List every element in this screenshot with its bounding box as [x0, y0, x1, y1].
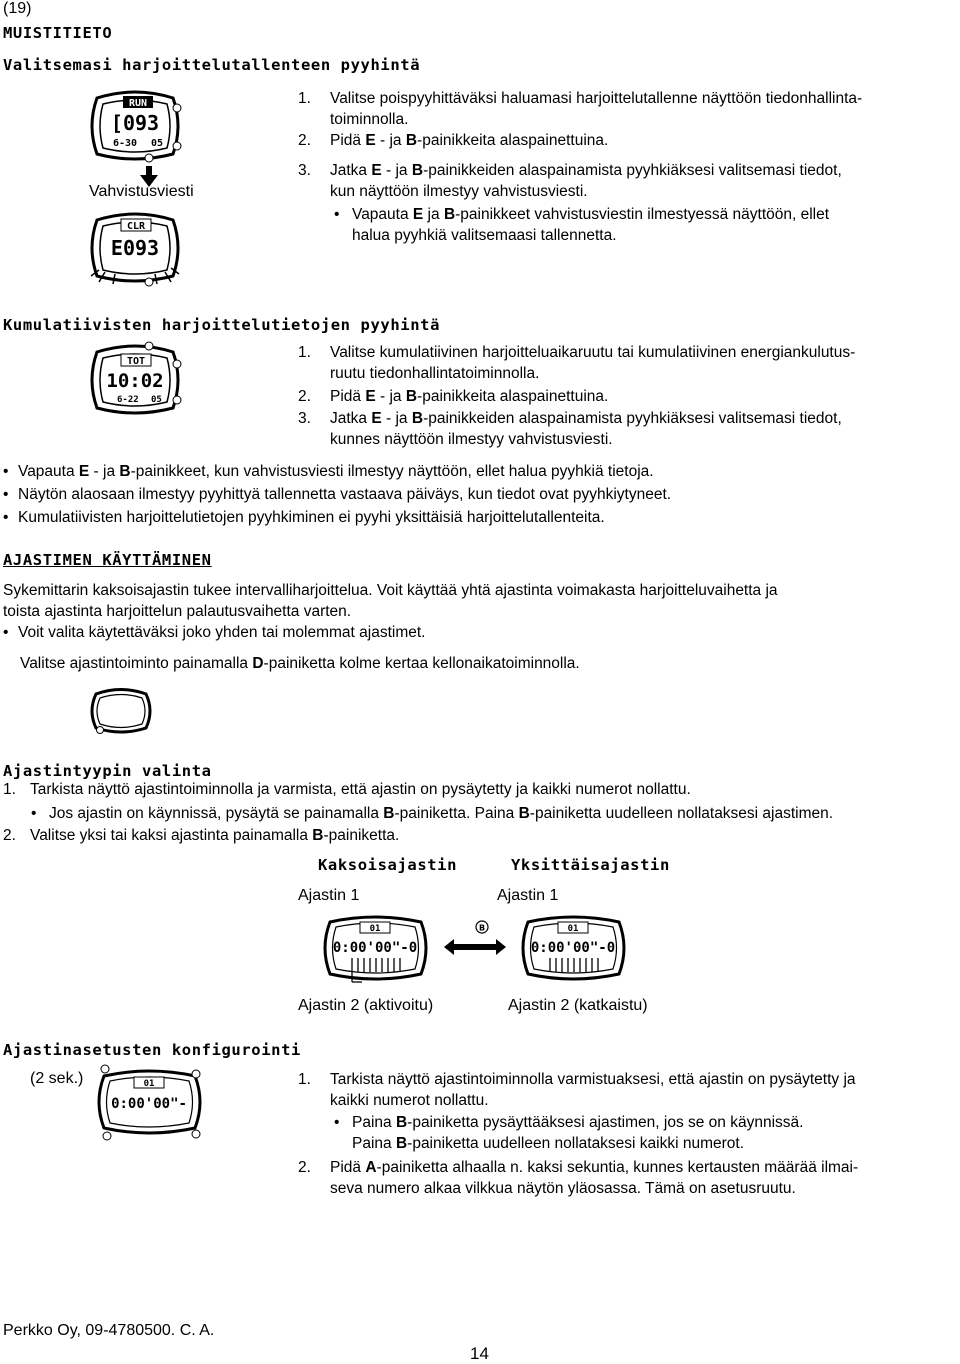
bullet-choose-text: Voit valita käytettäväksi joko yhden tai molemmat ajastimet.: [18, 624, 426, 641]
step-2-text: Pidä E - ja B-painikkeita alaspainettuina.: [330, 132, 609, 149]
step-2: 2.: [3, 827, 16, 844]
bullet-stop-timer: •: [334, 1114, 340, 1131]
step-2: 2.: [298, 132, 311, 149]
step-1: 1.: [298, 90, 311, 107]
heading-record-delete: Valitsemasi harjoittelutallenteen pyyhintä: [3, 56, 421, 74]
bullet-release: •: [334, 206, 340, 223]
single-timer-1-label: Ajastin 1: [497, 887, 559, 904]
step-3: 3.: [298, 410, 311, 427]
watch-sub-right: 05: [151, 138, 164, 149]
bullet-stop: •: [31, 805, 37, 822]
watch-display-dual: [318, 914, 433, 989]
confirmation-caption: Vahvistusviesti: [89, 183, 194, 200]
column-head-single: Yksittäisajastin: [511, 856, 670, 874]
watch-sub-left: 6-22: [117, 395, 139, 405]
footer-company: Perkko Oy, 09-4780500. C. A.: [3, 1322, 215, 1339]
heading-timer-config: Ajastinasetusten konfigurointi: [3, 1041, 301, 1059]
column-head-dual: Kaksoisajastin: [318, 856, 458, 874]
select-timer-paragraph: Valitse ajastintoiminto painamalla D-painiketta kolme kertaa kellonaikatoiminnolla.: [20, 655, 580, 672]
step-1-text: Tarkista näyttö ajastintoiminnolla ja varmista, että ajastin on pysäytetty ja kaikki numerot nollattu.: [30, 781, 691, 798]
step-1-text: Valitse kumulatiivinen harjoitteluaikaruutu tai kumulatiivinen energiankulutus- ruutu tiedonhallintatoiminnolla.: [330, 344, 856, 382]
button-b-label: B: [478, 923, 486, 933]
step-1: 1.: [298, 1071, 311, 1088]
step-3: 3.: [298, 162, 311, 179]
page-number: 14: [470, 1344, 489, 1363]
watch-value-text: 10:02: [106, 370, 164, 392]
dual-timer-1-label: Ajastin 1: [298, 887, 360, 904]
bullet-choose: •: [3, 624, 9, 641]
watch-mode-text: CLR: [126, 221, 146, 232]
watch-value-text: E093: [110, 236, 160, 260]
bullet-note: •: [3, 509, 9, 526]
watch-display-config: [92, 1064, 207, 1144]
section-number: (19): [3, 0, 32, 17]
bullet-stop-timer-text: Paina B-painiketta pysäyttääksesi ajastimen, jos se on käynnissä. Paina B-painiketta uudelleen nollataksesi kaikki numerot.: [352, 1114, 804, 1152]
watch-mode-text: 01: [143, 1079, 155, 1089]
watch-display-tot: [85, 342, 185, 422]
page-title: MUISTITIETO: [3, 24, 113, 42]
step-1-text: Valitse poispyyhittäväksi haluamasi harjoittelutallenne näyttöön tiedonhallinta- toiminnolla.: [330, 90, 863, 128]
step-2-text: Valitse yksi tai kaksi ajastinta painamalla B-painiketta.: [30, 827, 400, 844]
heading-timer-use: AJASTIMEN KÄYTTÄMINEN: [3, 551, 212, 569]
bullet-date-text: Näytön alaosaan ilmestyy pyyhittyä tallennetta vastaava päiväys, kun tiedot ovat pyyhkiytyneet.: [18, 486, 672, 503]
heading-timer-type: Ajastintyypin valinta: [3, 762, 212, 780]
bullet-date: •: [3, 486, 9, 503]
watch-value-text: [093: [110, 111, 160, 135]
step-1: 1.: [3, 781, 16, 798]
dual-timer-2-label: Ajastin 2 (aktivoitu): [298, 997, 434, 1014]
watch-mode-text: 01: [567, 924, 579, 934]
hold-duration-label: (2 sek.): [30, 1070, 84, 1087]
bullet-release-text: Vapauta E ja B-painikkeet vahvistusviestin ilmestyessä näyttöön, ellet halua pyyhkiä valitsemaasi tallennetta.: [352, 206, 830, 244]
step-2: 2.: [298, 388, 311, 405]
step-2-text: Pidä A-painiketta alhaalla n. kaksi sekuntia, kunnes kertausten määrää ilmai- seva numero alkaa vilkkua näytön yläosassa. Tämä on asetusruutu.: [330, 1159, 859, 1197]
intro-paragraph: Sykemittarin kaksoisajastin tukee intervalliharjoittelua. Voit käyttää yhtä ajastinta voimakasta harjoitteluvaihetta ja toista ajastinta harjoittelun palautusvaihetta varten.: [3, 582, 778, 620]
bullet-release-text: Vapauta E - ja B-painikkeet, kun vahvistusviesti ilmestyy näyttöön, ellet halua pyyhkiä tietoja.: [18, 463, 654, 480]
watch-mode-text: RUN: [128, 98, 148, 109]
step-1-text: Tarkista näyttö ajastintoiminnolla varmistuaksesi, että ajastin on pysäytetty ja kaikki numerot nollattu.: [330, 1071, 856, 1109]
watch-value-text: 0:00'00"-0: [530, 940, 616, 956]
watch-sub-right: 05: [151, 395, 162, 405]
watch-display-clr: [85, 210, 185, 290]
switch-arrows-icon: [440, 920, 510, 960]
step-2: 2.: [298, 1159, 311, 1176]
heading-cumulative-delete: Kumulatiivisten harjoittelutietojen pyyhintä: [3, 316, 440, 334]
bullet-note-text: Kumulatiivisten harjoittelutietojen pyyhkiminen ei pyyhi yksittäisiä harjoittelutallenteita.: [18, 509, 605, 526]
watch-value-text: 0:00'00"-0: [332, 940, 418, 956]
watch-outline-icon: [86, 686, 156, 736]
single-timer-2-label: Ajastin 2 (katkaistu): [508, 997, 648, 1014]
watch-value-text: 0:00'00"-: [111, 1096, 187, 1112]
watch-mode-text: TOT: [126, 356, 146, 367]
step-3-text: Jatka E - ja B-painikkeiden alaspainamista pyyhkiäksesi valitsemasi tiedot, kunnes näyttöön ilmestyy vahvistusviesti.: [330, 410, 842, 448]
watch-sub-left: 6-30: [113, 138, 138, 149]
step-2-text: Pidä E - ja B-painikkeita alaspainettuina.: [330, 388, 609, 405]
watch-display-run: [85, 88, 185, 168]
watch-display-single: [516, 914, 631, 989]
watch-mode-text: 01: [369, 924, 381, 934]
bullet-stop-text: Jos ajastin on käynnissä, pysäytä se painamalla B-painiketta. Paina B-painiketta uudelleen nollataksesi ajastimen.: [49, 805, 834, 822]
step-3-text: Jatka E - ja B-painikkeiden alaspainamista pyyhkiäksesi valitsemasi tiedot, kun näyttöön ilmestyy vahvistusviesti.: [330, 162, 842, 200]
step-1: 1.: [298, 344, 311, 361]
bullet-release: •: [3, 463, 9, 480]
